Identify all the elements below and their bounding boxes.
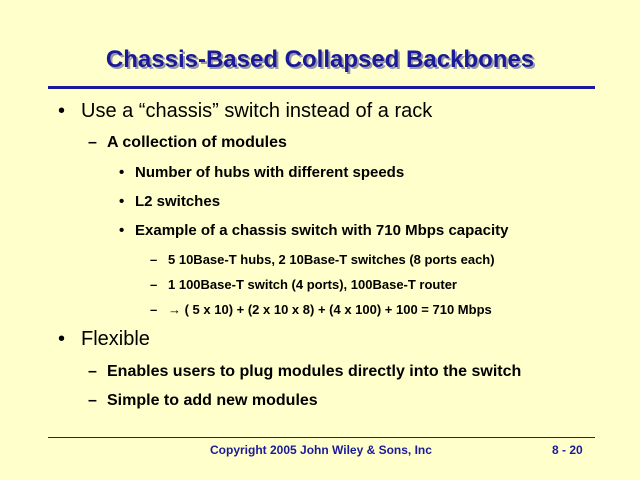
bullet-text: Enables users to plug modules directly into the switch	[107, 363, 522, 380]
slide-title: Chassis-Based Collapsed Backbones	[105, 46, 535, 73]
dash-marker: –	[150, 302, 158, 317]
bullet-text: A collection of modules	[107, 134, 287, 151]
bullet-marker: •	[58, 328, 66, 350]
bullet-text: Number of hubs with different speeds	[135, 164, 405, 181]
dash-marker: –	[88, 134, 97, 151]
bullet-marker: •	[119, 193, 125, 210]
bullet-text: 1 100Base-T switch (4 ports), 100Base-T router	[168, 277, 457, 292]
bullet-text: Flexible	[81, 328, 150, 350]
bullet-text: → ( 5 x 10) + (2 x 10 x 8) + (4 x 100) + 100 = 710 Mbps	[168, 302, 492, 317]
title-underline	[48, 86, 595, 89]
bullet-text: Use a “chassis” switch instead of a rack	[81, 100, 433, 122]
page-number: 8 - 20	[552, 443, 583, 457]
bullet-text: 5 10Base-T hubs, 2 10Base-T switches (8 ports each)	[168, 252, 495, 267]
dash-marker: –	[150, 277, 158, 292]
bullet-text: L2 switches	[135, 193, 221, 210]
dash-marker: –	[88, 363, 97, 380]
bullet-marker: •	[119, 164, 125, 181]
bullet-marker: •	[119, 222, 125, 239]
footer-divider	[48, 437, 595, 438]
dash-marker: –	[88, 392, 97, 409]
bullet-text: Simple to add new modules	[107, 392, 318, 409]
footer-copyright: Copyright 2005 John Wiley & Sons, Inc	[210, 443, 432, 457]
bullet-text: Example of a chassis switch with 710 Mbps capacity	[135, 222, 509, 239]
bullet-marker: •	[58, 100, 66, 122]
dash-marker: –	[150, 252, 158, 267]
